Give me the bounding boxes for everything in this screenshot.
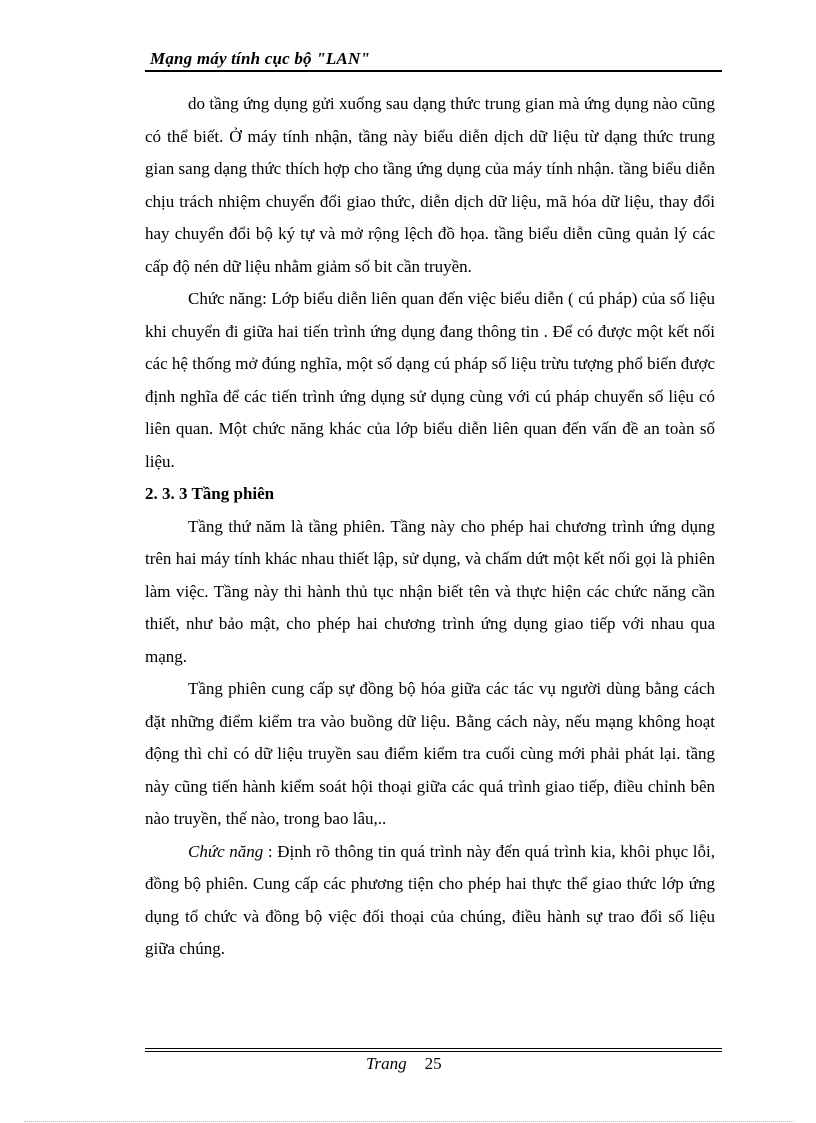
paragraph-session-sync: Tầng phiên cung cấp sự đồng bộ hóa giữa các tác vụ người dùng bằng cách đặt những điểm kiểm tra vào buồng dữ liệu. Bằng cách này, nếu mạng không hoạt động thì chỉ có dữ liệu truyền sau điểm kiểm tra cuối cùng mới phải phát lại. tầng này cũng tiến hành kiểm soát hội thoại giữa các quá trình giao tiếp, điều chỉnh bên nào truyền, thế nào, trong bao lâu,.. xyxy=(145,679,715,828)
paragraph-session-function xyxy=(145,836,715,966)
paragraph-session-layer-intro: Tầng thứ năm là tầng phiên. Tầng này cho phép hai chương trình ứng dụng trên hai máy tính khác nhau thiết lập, sử dụng, và chấm dứt một kết nối gọi là phiên làm việc. Tầng này thi hành thủ tục nhận biết tên và thực hiện các chức năng cần thiết, như bảo mật, cho phép hai chương trình ứng dụng giao tiếp với nhau qua mạng. xyxy=(145,516,715,666)
page-header-title: Mạng máy tính cục bộ "LAN" xyxy=(150,49,371,68)
function-label: Chức năng xyxy=(188,841,264,861)
paragraph-continuation xyxy=(145,88,715,283)
document-body xyxy=(145,88,715,966)
paragraph-text: do tầng ứng dụng gửi xuống sau dạng thức trung gian mà ứng dụng nào cũng có thể biết. Ở máy tính nhận, tầng này biểu diễn dịch dữ liệu từ dạng thức trung gian sang dạng thức thích hợp cho tầng ứng dụng của máy tính nhận. tầng biểu diễn chịu trách nhiệm chuyển đổi giao thức, diễn dịch dữ liệu, mã hóa dữ liệu, thay đổi hay chuyển đổi bộ ký tự và mở rộng lệch đồ họa. tầng biểu diễn cũng quản lý các cấp độ nén dữ liệu nhằm giảm số bit cần truyền. xyxy=(145,94,715,276)
function-text: : Định rõ thông tin quá trình này đến quá trình kia, khôi phục lỗi, đồng bộ phiên. Cung cấp các phương tiện cho phép hai thực thể giao thức lớp ứng dụng tổ chức và đồng bộ việc đối thoại của chúng, điều hành sự trao đổi số liệu giữa chúng. xyxy=(145,841,716,958)
paragraph-presentation-function: Chức năng: Lớp biểu diễn liên quan đến việc biểu diễn ( cú pháp) của số liệu khi chuyển đi giữa hai tiến trình ứng dụng đang thông tin . Để có được một kết nối các hệ thống mở đúng nghĩa, một số dạng cú pháp số liệu trừu tượng phổ biến được định nghĩa để các tiến trình ứng dụng sử dụng cùng với cú pháp chuyển số liệu có liên quan. Một chức năng khác của lớp biểu diễn liên quan đến vấn đề an toàn số liệu. xyxy=(145,289,715,471)
header-divider xyxy=(145,70,722,72)
page-footer xyxy=(366,1054,442,1074)
section-heading: 2. 3. 3 Tầng phiên xyxy=(145,484,275,503)
footer-page-label: Trang xyxy=(366,1054,407,1073)
footer-divider-bottom xyxy=(145,1051,722,1052)
page-number: 25 xyxy=(424,1054,442,1073)
footer-divider-top xyxy=(145,1048,722,1049)
page-edge-dotted-line xyxy=(24,1121,794,1122)
